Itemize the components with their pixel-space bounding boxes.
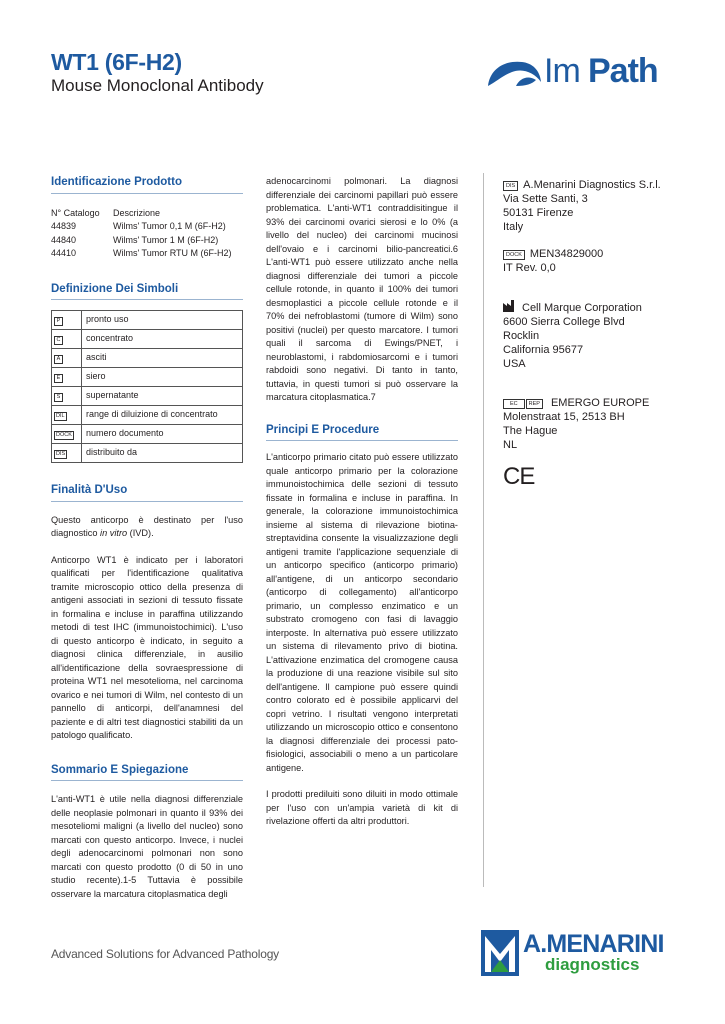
catalog-code: 44840 xyxy=(51,234,77,245)
symbol-label: asciti xyxy=(82,349,243,368)
footer-tagline: Advanced Solutions for Advanced Pathology xyxy=(51,947,279,961)
manufacturer-country: USA xyxy=(503,358,526,370)
manufacturer-icon xyxy=(503,300,517,312)
table-row xyxy=(52,311,243,330)
menarini-sub: diagnostics xyxy=(545,955,640,974)
product-table-header xyxy=(51,207,243,221)
distributor-city: 50131 Firenze xyxy=(503,207,574,219)
column-middle xyxy=(266,175,458,829)
document-block xyxy=(503,247,683,275)
symbol-label: concentrato xyxy=(82,330,243,349)
distributor-country: Italy xyxy=(503,221,524,233)
rep-label: REP xyxy=(526,399,543,409)
column-right xyxy=(503,178,683,490)
column-divider xyxy=(483,173,484,887)
symbol-label: distribuito da xyxy=(82,444,243,463)
symbol-tag: A xyxy=(54,355,63,364)
doc-number: MEN34829000 xyxy=(529,248,604,260)
table-row xyxy=(52,330,243,349)
table-row xyxy=(52,406,243,425)
menarini-m-icon xyxy=(481,930,519,976)
principi-paragraph-1: L'anticorpo primario citato può essere utilizzato quale anticorpo primario per la colorazione immunoistochimica delle sezioni di tessuto fissate in formalina e incluse in paraffina. In generale, la colorazione immunoistochimica insieme al sistema di rilevazione biotina-streptavidina consente la visualizzazione degli antigeni tramite l'applicazione sequenziale di un anticorpo specifico (anticorpo primario) all'antigene, di un anticorpo secondario (anticorpo di collegamento) all'anticorpo primario, un complesso enzimatico e un substrato cromogeno con fasi di lavaggio interposte. In alternativa può essere utilizzato un sistema di rilevamento privo di biotina. L'attivazione enzimatica del cromogene causa la produzione di una reazione visibile sul sito dell'antigene. Il campione può essere quindi contro colorato ed è possibile applicarvi del copri vetrino. I risultati vengono interpretati utilizzando un microscopio ottico e consentono la diagnosi differenziale dei processi pato-fisiologici, associabili o meno a un particolare antigene. xyxy=(266,452,458,773)
catalog-desc: Wilms' Tumor RTU M (6F-H2) xyxy=(113,248,232,258)
symbol-tag: DOCK xyxy=(56,432,72,439)
logo-path-text: Path xyxy=(588,52,658,90)
symbol-tag: S xyxy=(54,393,63,402)
ce-mark-icon: CE xyxy=(503,463,535,490)
principi-paragraph-2: I prodotti prediluiti sono diluiti in modo ottimale per l'uso con un'ampia varietà di kit di rivelazione offerti da altri produttori. xyxy=(266,789,458,826)
section-heading-simboli: Definizione Dei Simboli xyxy=(51,283,243,301)
product-table xyxy=(51,207,243,261)
distributor-street: Via Sette Santi, 3 xyxy=(503,193,588,205)
symbol-tag: C xyxy=(54,336,63,345)
symbol-label: supernatante xyxy=(82,387,243,406)
finalita-emphasis: in vitro xyxy=(100,528,128,538)
column-left xyxy=(51,176,243,901)
table-row xyxy=(51,234,243,248)
page-subtitle: Mouse Monoclonal Antibody xyxy=(51,76,264,95)
dis-label: DIS xyxy=(503,181,518,191)
rep-name: EMERGO EUROPE xyxy=(550,397,650,409)
symbol-tag: DIL xyxy=(56,413,65,420)
ec-label: EC xyxy=(503,399,525,409)
section-heading-finalita: Finalità D'Uso xyxy=(51,484,243,502)
table-row xyxy=(51,220,243,234)
table-row xyxy=(52,444,243,463)
finalita-paragraph-1 xyxy=(51,514,243,541)
page-title: WT1 (6F-H2) xyxy=(51,49,182,75)
col-header-desc: Descrizione xyxy=(113,207,161,218)
catalog-desc: Wilms' Tumor 1 M (6F-H2) xyxy=(113,234,219,245)
distributor-name: A.Menarini Diagnostics S.r.l. xyxy=(523,179,661,191)
menarini-name: A.MENARINI xyxy=(523,930,664,958)
catalog-code: 44839 xyxy=(51,221,77,231)
table-row xyxy=(52,368,243,387)
section-heading-principi: Principi E Procedure xyxy=(266,424,458,442)
manufacturer-city: Rocklin xyxy=(503,330,540,342)
symbol-label: range di diluizione di concentrato xyxy=(82,406,243,425)
section-heading-identificazione: Identificazione Prodotto xyxy=(51,176,243,194)
manufacturer-block xyxy=(503,300,683,371)
table-row xyxy=(51,247,243,261)
manufacturer-street: 6600 Sierra College Blvd xyxy=(503,316,625,328)
impath-swoosh-icon xyxy=(486,58,542,88)
finalita-text: Questo anticorpo è destinato per l'uso diagnostico xyxy=(51,514,243,538)
sommario-paragraph-2: adenocarcinomi polmonari. La diagnosi differenziale dei carcinomi papillari può essere problematica. L'anti-WT1 contraddisitingue il 93% dei carcinomi ovarici sierosi e lo 0% (a livello del nucleo) dei carcinomi mucinosi dell'ovaio e i carcinomi bilio-pancreatici.6 L'anti-WT1 può essere utilizzato anche nella diagnosi differenziale dei tumori a piccole cellule rotonde, in quanto il 100% dei tumori desmoplastici a piccole cellule rotonde e il 70% dei nefroblastomi (tumore di Wilm) sono positivi (nuclei) per questo marcatore. I tumori quali il sarcoma di Ewings/PNET, i neuroblastomi, i rabdomiosarcomi e i tumori rabdoidi sono negativi. Di tanto in tanto, tuttavia, in questi tumori si può osservare la marcatura citoplasmatica.7 xyxy=(266,176,458,402)
symbol-table xyxy=(51,310,243,463)
sommario-paragraph-1: L'anti-WT1 è utile nella diagnosi differenziale delle neoplasie polmonari in quanto il 93% dei mesoteliomi maligni (a livello del nucleo) sono marcati con questo anticorpo. Invece, i nuclei degli adenocarcinomi polmonari non sono marcati con questo prodotto (0 di 50 in uno studio recente).1-5 Tuttavia è possibile osservare la marcatura citoplasmatica degli xyxy=(51,794,243,899)
menarini-logo xyxy=(481,928,677,978)
logo-im-text: Im xyxy=(544,52,580,90)
doc-revision: IT Rev. 0,0 xyxy=(503,262,556,274)
catalog-code: 44410 xyxy=(51,248,77,258)
impath-logo xyxy=(486,52,676,94)
ec-rep-block xyxy=(503,396,683,452)
symbol-label: siero xyxy=(82,368,243,387)
rep-country: NL xyxy=(503,439,518,451)
table-row xyxy=(52,349,243,368)
manufacturer-name: Cell Marque Corporation xyxy=(522,302,642,314)
dock-label: DOCK xyxy=(503,250,525,260)
symbol-tag: P xyxy=(54,317,63,326)
symbol-label: pronto uso xyxy=(82,311,243,330)
catalog-desc: Wilms' Tumor 0,1 M (6F-H2) xyxy=(113,221,226,231)
table-row xyxy=(52,425,243,444)
distributor-block xyxy=(503,178,683,234)
rep-street: Molenstraat 15, 2513 BH xyxy=(503,411,625,423)
finalita-text-end: (IVD). xyxy=(127,528,154,538)
symbol-tag: E xyxy=(54,374,63,383)
rep-city: The Hague xyxy=(503,425,558,437)
section-heading-sommario: Sommario E Spiegazione xyxy=(51,764,243,782)
symbol-label: numero documento xyxy=(82,425,243,444)
table-row xyxy=(52,387,243,406)
finalita-paragraph-2: Anticorpo WT1 è indicato per i laboratori qualificati per l'identificazione qualitativa tramite microscopio ottico della presenza di antigeni associati in sezioni di tessuto fissate in formalina e incluse in paraffina utilizzando metodi di test IHC (immunoistochimici). L'uso di questo anticorpo è indicato, in seguito a diagnosi clinica differenziale, in ausilio all'identificazione della sovraespressione di proteina WT1 nel mesotelioma, nel carcinoma ovarico e nei tumori di Wilm, nel contesto di un pannello di anticorpi, dell'anamnesi del paziente e di altri test diagnostici stabiliti da un patologo qualificato. xyxy=(51,554,243,740)
manufacturer-state: California 95677 xyxy=(503,344,584,356)
col-header-catalog: N° Catalogo xyxy=(51,207,100,218)
symbol-tag: DIS xyxy=(56,451,66,458)
